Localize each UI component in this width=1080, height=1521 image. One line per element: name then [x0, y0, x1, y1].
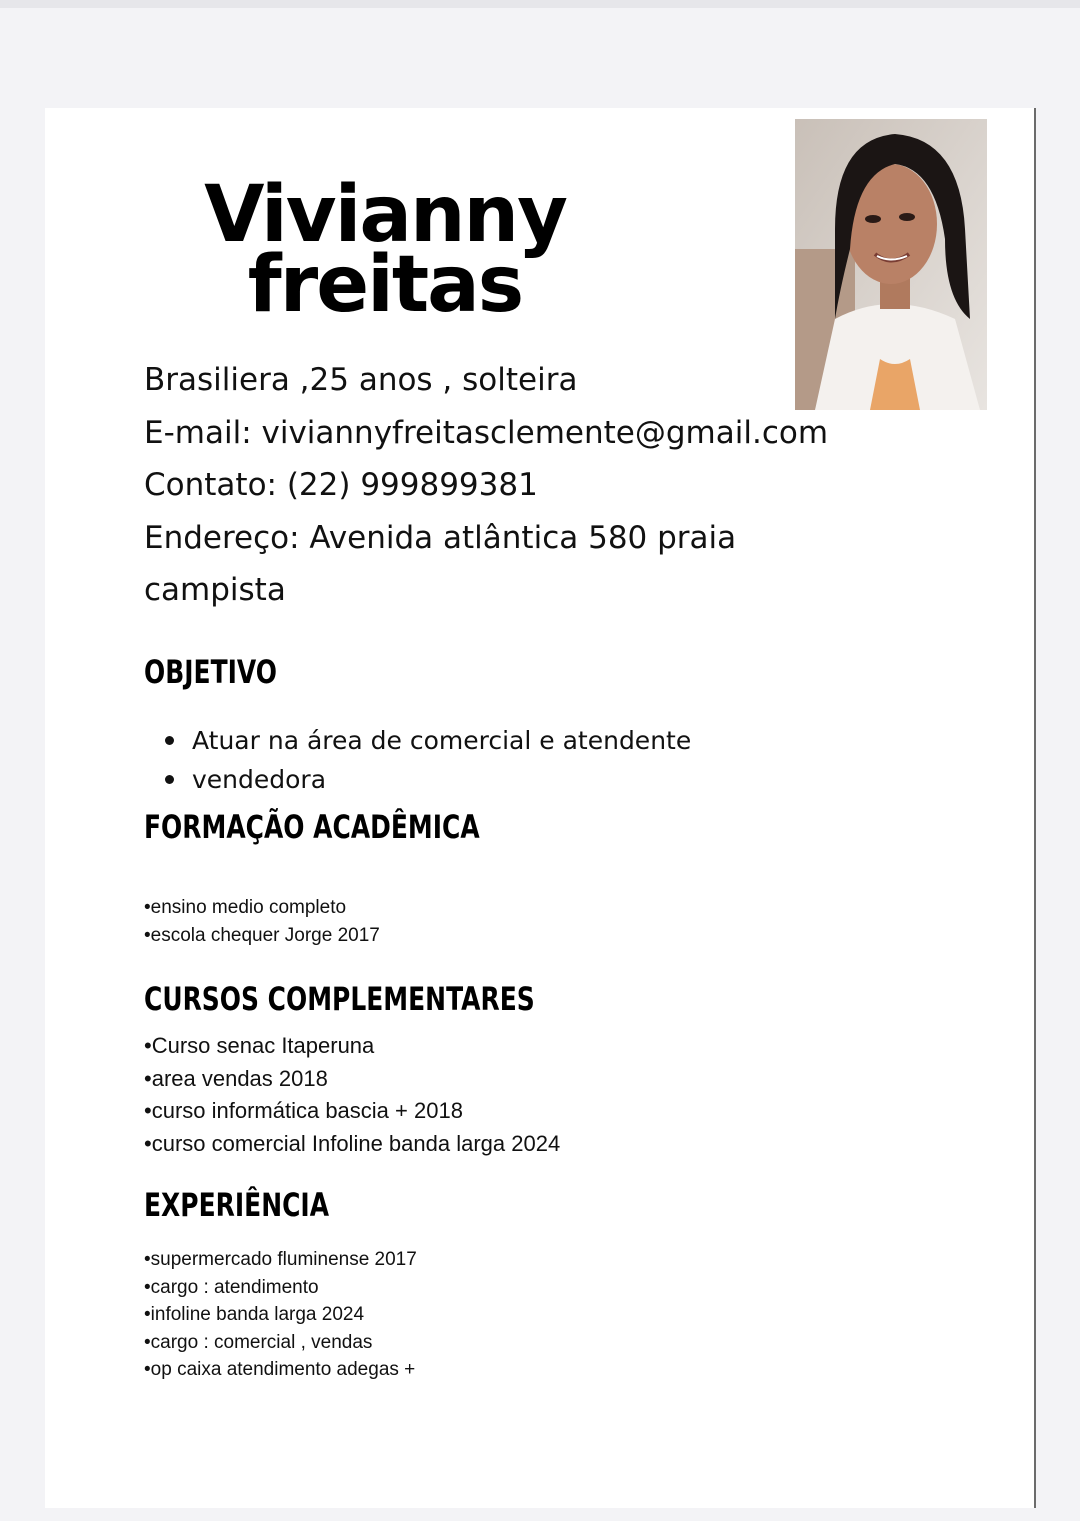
- list-item: •cargo : atendimento: [144, 1276, 319, 1298]
- cursos-list: [144, 1030, 560, 1160]
- address-info: Endereço: Avenida atlântica 580 praia: [144, 519, 737, 556]
- resume-page: [45, 108, 1036, 1508]
- last-name: freitas: [247, 240, 523, 330]
- list-item-text: Atuar na área de comercial e atendente: [192, 726, 692, 755]
- objetivo-list: [165, 721, 691, 799]
- list-item: •cargo : comercial , vendas: [144, 1331, 373, 1353]
- list-item: [165, 760, 691, 799]
- email-info: E-mail: viviannyfreitasclemente@gmail.com: [144, 414, 829, 451]
- list-item: •supermercado fluminense 2017: [144, 1249, 417, 1270]
- first-name: Vivianny: [204, 170, 566, 260]
- experiencia-title: EXPERIÊNCIA: [144, 1186, 330, 1224]
- list-item: •ensino medio completo: [144, 897, 347, 918]
- bullet-icon: [165, 736, 174, 745]
- list-item-text: vendedora: [192, 765, 327, 794]
- personal-info: Brasiliera ,25 anos , solteira: [144, 362, 578, 398]
- address-info-cont: campista: [144, 572, 286, 608]
- list-item: •op caixa atendimento adegas +: [144, 1359, 416, 1380]
- top-bar: [0, 0, 1080, 8]
- contact-info: [144, 354, 884, 617]
- formacao-list: [144, 894, 380, 949]
- cursos-title: CURSOS COMPLEMENTARES: [144, 980, 535, 1018]
- list-item: •curso informática bascia + 2018: [144, 1098, 463, 1123]
- list-item: •area vendas 2018: [144, 1065, 328, 1091]
- formacao-title: FORMAÇÃO ACADÊMICA: [144, 808, 480, 846]
- list-item: •Curso senac Itaperuna: [144, 1033, 375, 1058]
- list-item: [165, 721, 691, 760]
- list-item: •escola chequer Jorge 2017: [144, 924, 380, 946]
- list-item: •infoline banda larga 2024: [144, 1304, 365, 1325]
- list-item: •curso comercial Infoline banda larga 2024: [144, 1130, 561, 1156]
- phone-info: Contato: (22) 999899381: [144, 467, 538, 503]
- experiencia-list: [144, 1246, 417, 1384]
- objetivo-title: OBJETIVO: [144, 653, 277, 691]
- bullet-icon: [165, 775, 174, 784]
- resume-name: [195, 170, 575, 330]
